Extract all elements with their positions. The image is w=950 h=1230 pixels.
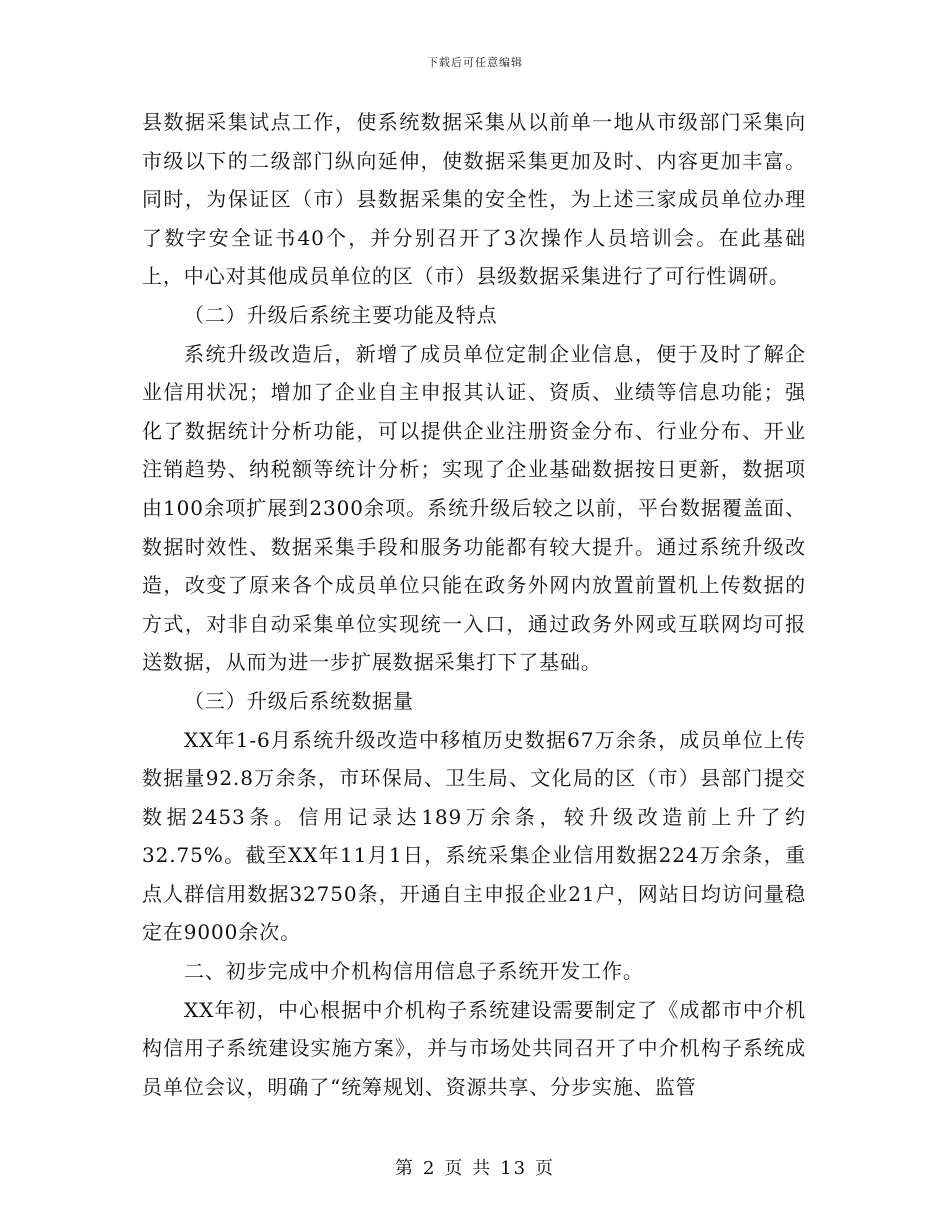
paragraph-data-volume: XX年1-6月系统升级改造中移植历史数据67万余条，成员单位上传数据量92.8万余条，市环保局、卫生局、文化局的区（市）县部门提交数据2453条。信用记录达189万余条，较升级改造前上升了约32.75%。截至XX年11月1日，系统采集企业信用数据224万余条，重点人群信用数据32750条，开通自主申报企业21户，网站日均访问量稳定在9000余次。 [142, 727, 806, 945]
paragraph-continuation: 县数据采集试点工作，使系统数据采集从以前单一地从市级部门采集向市级以下的二级部门纵向延伸，使数据采集更加及时、内容更加丰富。同时，为保证区（市）县数据采集的安全性，为上述三家成员单位办理了数字安全证书40个，并分别召开了3次操作人员培训会。在此基础上，中心对其他成员单位的区（市）县级数据采集进行了可行性调研。 [142, 110, 806, 289]
footer-middle: 页 共 [444, 1158, 493, 1179]
section-heading-intermediary: 二、初步完成中介机构信用信息子系统开发工作。 [184, 959, 644, 984]
document-body [142, 103, 806, 1106]
paragraph-features: 系统升级改造后，新增了成员单位定制企业信息，便于及时了解企业信用状况；增加了企业自主申报其认证、资质、业绩等信息功能；强化了数据统计分析功能，可以提供企业注册资金分布、行业分布、开业注销趋势、纳税额等统计分析；实现了企业基础数据按日更新，数据项由100余项扩展到2300余项。系统升级后较之以前，平台数据覆盖面、数据时效性、数据采集手段和服务功能都有较大提升。通过系统升级改造，改变了原来各个成员单位只能在政务外网内放置前置机上传数据的方式，对非自动采集单位实现统一入口，通过政务外网或互联网均可报送数据，从而为进一步扩展数据采集打下了基础。 [142, 341, 806, 675]
footer-suffix: 页 [535, 1158, 556, 1179]
footer-page-number: 2 [422, 1158, 437, 1179]
page-footer [0, 1154, 950, 1180]
paragraph-intermediary: XX年初，中心根据中介机构子系统建设需要制定了《成都市中介机构信用子系统建设实施方案》，并与市场处共同召开了中介机构子系统成员单位会议，明确了“统筹规划、资源共享、分步实施、监管 [142, 997, 806, 1099]
page-header: 下载后可任意编辑 [427, 56, 523, 69]
footer-prefix: 第 [394, 1158, 415, 1179]
section-heading-2: （二）升级后系统主要功能及特点 [184, 302, 498, 327]
footer-total-pages: 13 [500, 1158, 528, 1179]
section-heading-3: （三）升级后系统数据量 [184, 688, 414, 713]
